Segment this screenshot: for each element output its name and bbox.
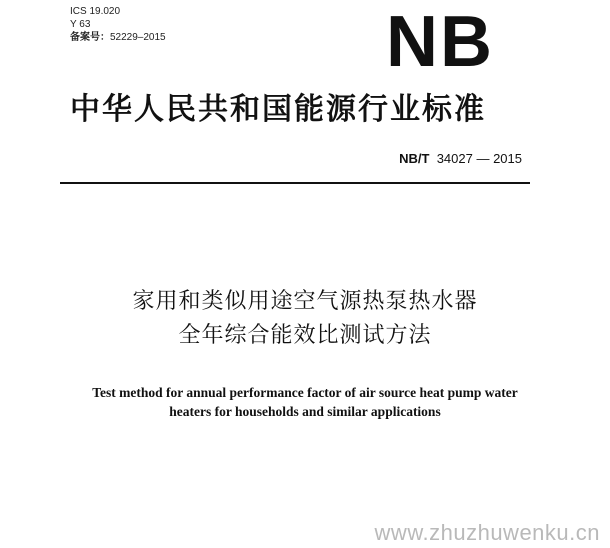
english-title — [0, 383, 610, 421]
filing-number: 52229–2015 — [110, 32, 166, 43]
english-title-line-1: Test method for annual performance factor of air source heat pump water — [92, 385, 518, 400]
watermark-text: www.zhuzhuwenku.cn — [374, 520, 600, 545]
chinese-title-line-1: 家用和类似用途空气源热泵热水器 — [132, 289, 478, 314]
english-title-line-2: heaters for households and similar applications — [169, 404, 441, 419]
chinese-title-line-2: 全年综合能效比测试方法 — [178, 323, 432, 348]
classification-code: Y 63 — [70, 19, 91, 30]
issuing-authority-title: 中华人民共和国能源行业标准 — [70, 92, 486, 127]
chinese-title — [0, 285, 610, 353]
standard-number-value: 34027 — 2015 — [436, 151, 522, 166]
nb-logo: NB — [386, 2, 494, 82]
filing-label: 备案号： — [70, 32, 110, 43]
header-divider — [60, 182, 530, 184]
standard-number-prefix: NB/T — [399, 151, 430, 166]
document-metadata — [70, 5, 166, 44]
ics-code: ICS 19.020 — [70, 6, 121, 17]
filing-record — [70, 31, 166, 44]
standard-number — [399, 150, 522, 168]
